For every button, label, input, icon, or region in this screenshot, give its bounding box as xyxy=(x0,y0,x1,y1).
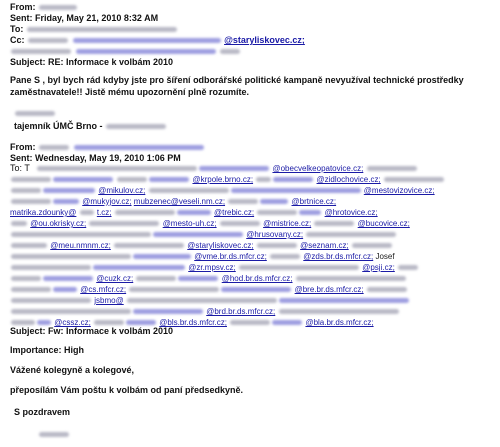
recipient-email[interactable]: @mikulov.cz; xyxy=(98,186,146,195)
recipient-email[interactable]: @hod.br.ds.mfcr.cz; xyxy=(221,274,293,283)
email1-from-row xyxy=(10,2,78,13)
email2-closing: S pozdravem xyxy=(14,407,71,417)
recipient-email[interactable]: @krpole.brno.cz; xyxy=(192,175,254,184)
email1-signature: tajemník ÚMČ Brno - xyxy=(14,121,103,131)
recipient-email[interactable]: @psji.cz; xyxy=(362,263,395,272)
recipient-email[interactable]: @mukyjov.cz; xyxy=(82,197,132,206)
recipient-row xyxy=(10,207,490,218)
recipient-email[interactable]: @mestovizovice.cz; xyxy=(363,186,435,195)
recipient-email[interactable]: @bla.br.ds.mfcr.cz; xyxy=(305,318,374,327)
email1-signature-row xyxy=(14,120,167,132)
recipient-email[interactable]: @hrusovany.cz; xyxy=(246,230,304,239)
recipient-list xyxy=(10,163,490,328)
recipient-row xyxy=(10,262,490,273)
email2-to-label: To: xyxy=(10,163,23,173)
recipient-email[interactable]: @bls.br.ds.mfcr.cz; xyxy=(159,318,227,327)
recipient-email[interactable]: @hrotovice.cz; xyxy=(324,208,378,217)
recipient-email[interactable]: @obecvelkeopatovice.cz; xyxy=(272,164,364,173)
email2-redacted-signature xyxy=(38,429,70,440)
recipient-email[interactable]: @brtnice.cz; xyxy=(291,197,337,206)
email2-to-prefix: T xyxy=(24,163,30,173)
email2-importance: Importance: High xyxy=(10,345,85,355)
recipient-row xyxy=(10,229,490,240)
recipient-row xyxy=(10,174,490,185)
email2-from-row xyxy=(10,142,205,153)
recipient-row xyxy=(10,163,490,174)
recipient-email[interactable]: @zr.mpsv.cz; xyxy=(188,263,236,272)
recipient-row xyxy=(10,251,490,262)
recipient-row xyxy=(10,273,490,284)
recipient-email[interactable]: @cs.mfcr.cz; xyxy=(80,285,127,294)
recipient-email[interactable]: @vme.br.ds.mfcr.cz; xyxy=(194,252,267,261)
recipient-email[interactable]: @bre.br.ds.mfcr.cz; xyxy=(294,285,364,294)
recipient-email[interactable]: @mistrice.cz; xyxy=(263,219,312,228)
email2-subject: Subject: Fw: Informace k volbám 2010 xyxy=(10,326,174,336)
redacted-recipient xyxy=(27,27,177,32)
email2-body: přeposílám Vám poštu k volbám od paní předsedkyně. xyxy=(10,385,244,395)
recipient-row xyxy=(10,218,490,229)
recipient-email[interactable]: @cssz.cz; xyxy=(54,318,91,327)
email1-cc-continued xyxy=(10,46,241,57)
recipient-email[interactable]: matrika.zdounky@ xyxy=(10,208,77,217)
recipient-email[interactable]: @seznam.cz; xyxy=(300,241,349,250)
recipient-email[interactable]: @zds.br.ds.mfcr.cz; xyxy=(303,252,374,261)
email1-body-line1: Pane S , byl bych rád kdyby jste pro šíření odborářské politické kampaně nevyužíval technické prostředky xyxy=(10,75,464,85)
email1-cc-label: Cc: xyxy=(10,35,25,45)
recipient-email[interactable]: @zidlochovice.cz; xyxy=(316,175,381,184)
recipient-email[interactable]: @trebic.cz; xyxy=(213,208,255,217)
recipient-email[interactable]: @mesto-uh.cz; xyxy=(162,219,217,228)
recipient-email[interactable]: @cuzk.cz; xyxy=(96,274,134,283)
email2-from-label: From: xyxy=(10,142,36,152)
recipient-row xyxy=(10,185,490,196)
recipient-email[interactable]: jsbmo@ xyxy=(94,296,124,305)
email1-subject: Subject: RE: Informace k volbám 2010 xyxy=(10,57,174,67)
recipient-email[interactable]: @bucovice.cz; xyxy=(357,219,410,228)
recipient-row xyxy=(10,306,490,317)
recipient-email[interactable]: @staryliskovec.cz; xyxy=(187,241,254,250)
email1-to-row xyxy=(10,24,178,35)
recipient-email[interactable]: t.cz; xyxy=(96,208,112,217)
recipient-row xyxy=(10,295,490,306)
email2-sent: Sent: Wednesday, May 19, 2010 1:06 PM xyxy=(10,153,181,163)
recipient-email[interactable]: @brd.br.ds.mfcr.cz; xyxy=(206,307,276,316)
email1-body-line2: zaměstnavatele!! Jistě mému upozornění plně rozumíte. xyxy=(10,87,250,97)
email2-greeting: Vážené kolegyně a kolegové, xyxy=(10,365,135,375)
recipient-row xyxy=(10,240,490,251)
recipient-row xyxy=(10,284,490,295)
email1-to-label: To: xyxy=(10,24,24,34)
recipient-name: Josef xyxy=(375,252,395,261)
recipient-email[interactable]: @meu.nmnm.cz; xyxy=(50,241,111,250)
email1-from-label: From: xyxy=(10,2,36,12)
recipient-email[interactable]: mubzenec@veseli.nm.cz; xyxy=(133,197,226,206)
recipient-row xyxy=(10,196,490,207)
email1-sent: Sent: Friday, May 21, 2010 8:32 AM xyxy=(10,13,159,23)
redacted-name xyxy=(39,5,77,10)
email1-cc-domain[interactable]: @staryliskovec.cz; xyxy=(224,35,305,45)
email1-cc-row xyxy=(10,35,305,46)
recipient-email[interactable]: @ou.okrisky.cz; xyxy=(30,219,87,228)
email1-redacted-name xyxy=(14,108,56,119)
